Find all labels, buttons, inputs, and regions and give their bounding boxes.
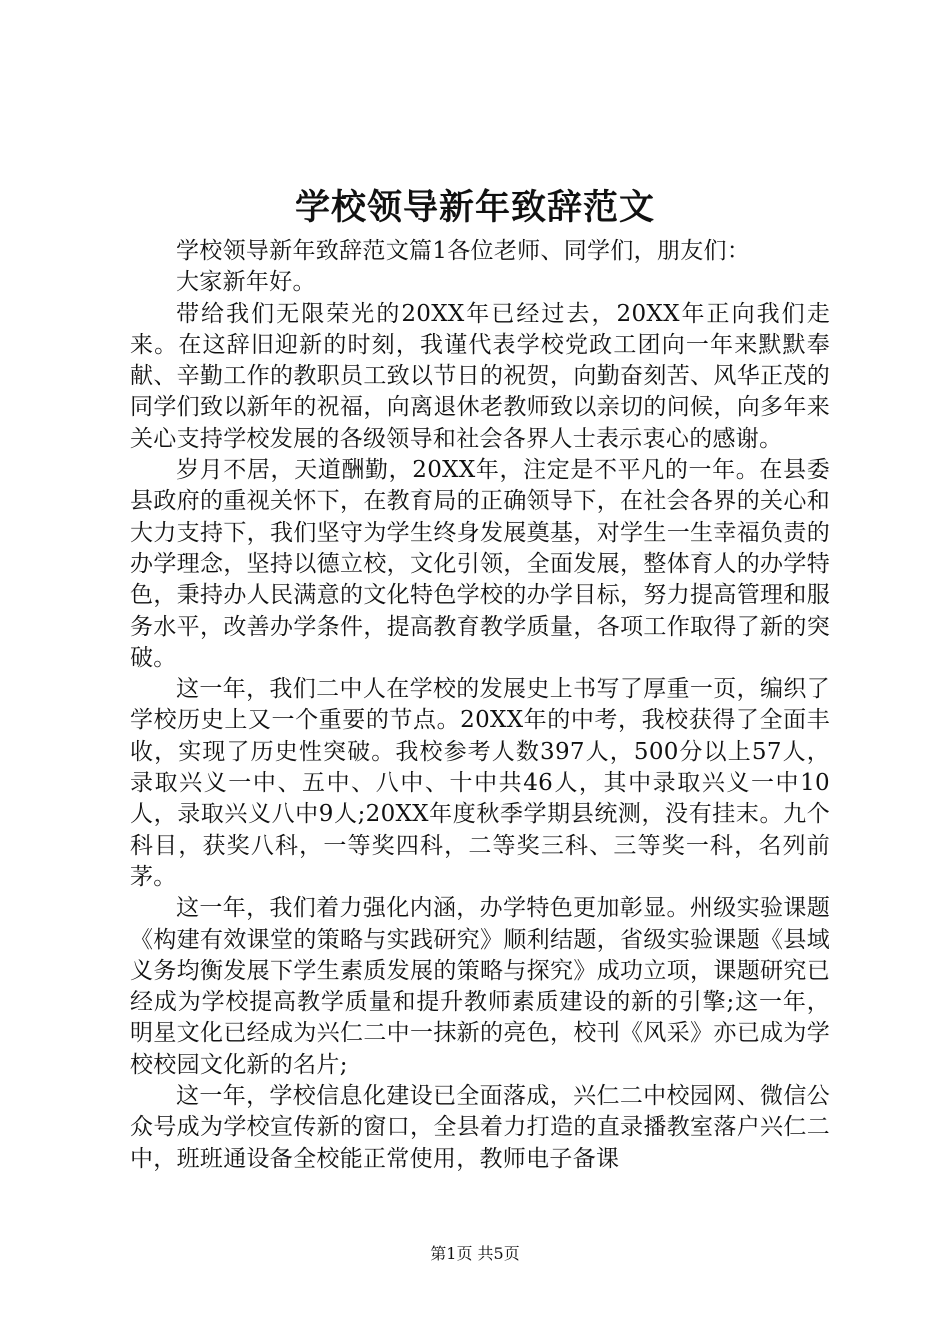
paragraph-thanks: 带给我们无限荣光的20XX年已经过去，20XX年正向我们走来。在这辞旧迎新的时刻，我谨代表学校党政工团向一年来默默奉献、辛勤工作的教职员工致以节日的祝贺，向勤奋刻苦、风华正茂的同学们致以新年的祝福，向离退休老教师致以亲切的问候，向多年来关心支持学校发展的各级领导和社会各界人士表示衷心的感谢。	[130, 300, 830, 452]
paragraph-exam-results: 这一年，我们二中人在学校的发展史上书写了厚重一页，编织了学校历史上又一个重要的节点。20XX年的中考，我校获得了全面丰收，实现了历史性突破。我校参考人数397人，500分以上57人，录取兴义一中、五中、八中、十中共46人，其中录取兴义一中10人，录取兴义八中9人;20XX年度秋季学期县统测，没有挂末。九个科目，获奖八科，一等奖四科，二等奖三科、三等奖一科，名列前茅。	[130, 676, 830, 890]
paragraph-research: 这一年，我们着力强化内涵，办学特色更加彰显。州级实验课题《构建有效课堂的策略与实践研究》顺利结题，省级实验课题《县域义务均衡发展下学生素质发展的策略与探究》成功立项，课题研究已经成为学校提高教学质量和提升教师素质建设的新的引擎;这一年，明星文化已经成为兴仁二中一抹新的亮色，校刊《风采》亦已成为学校校园文化新的名片;	[130, 895, 830, 1078]
paragraph-new-year: 大家新年好。	[176, 269, 316, 296]
document-body	[130, 236, 830, 1175]
paragraph-greeting: 学校领导新年致辞范文篇1各位老师、同学们，朋友们：	[176, 238, 751, 264]
document-title: 学校领导新年致辞范文	[294, 187, 655, 228]
page-number-footer: 第1页 共5页	[430, 1244, 520, 1263]
paragraph-informatization: 这一年，学校信息化建设已全面落成，兴仁二中校园网、微信公众号成为学校宣传新的窗口，全县着力打造的直录播教室落户兴仁二中，班班通设备全校能正常使用，教师电子备课	[130, 1083, 830, 1172]
paragraph-year-review: 岁月不居，天道酬勤，20XX年，注定是不平凡的一年。在县委县政府的重视关怀下，在教育局的正确领导下，在社会各界的关心和大力支持下，我们坚守为学生终身发展奠基，对学生一生幸福负责的办学理念，坚持以德立校，文化引领，全面发展，整体育人的办学特色，秉持办人民满意的文化特色学校的办学目标，努力提高管理和服务水平，改善办学条件，提高教育教学质量，各项工作取得了新的突破。	[130, 457, 830, 671]
